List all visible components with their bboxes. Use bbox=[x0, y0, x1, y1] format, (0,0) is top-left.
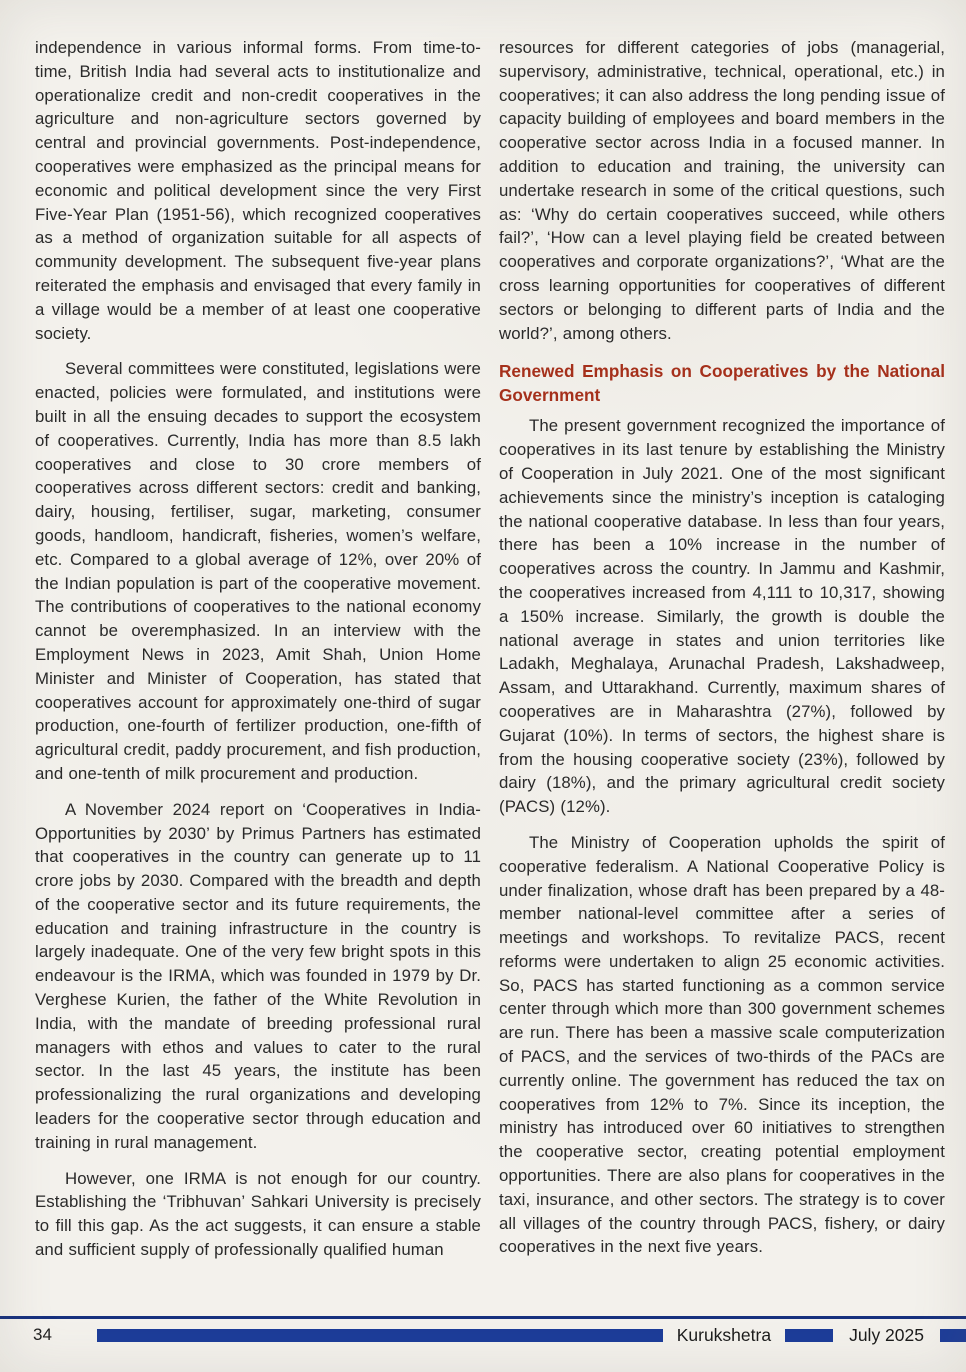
footer-bar-middle bbox=[785, 1329, 833, 1342]
footer bbox=[0, 1324, 966, 1346]
footer-rule bbox=[0, 1316, 966, 1319]
left-column bbox=[35, 36, 481, 1274]
article-body bbox=[35, 36, 945, 1274]
issue-date: July 2025 bbox=[849, 1324, 924, 1345]
body-paragraph: A November 2024 report on ‘Cooperatives in India-Opportunities by 2030’ by Primus Partners has estimated that cooperatives in the country can generate up to 11 crore jobs by 2030. Compared with the breadth and depth of the cooperative sector and its future requirements, the education and training infrastructure in the country is largely inadequate. One of the very few bright spots in this endeavour is the IRMA, which was founded in 1979 by Dr. Verghese Kurien, the father of the White Revolution in India, with the mandate of breeding professional rural managers with ethos and values to cater to the rural sector. In the last 45 years, the institute has been professionalizing the rural organizations and developing leaders for the cooperative sector through education and training in rural management. bbox=[35, 799, 481, 1152]
body-paragraph: The Ministry of Cooperation upholds the spirit of cooperative federalism. A National Cooperative Policy is under finalization, whose draft has been prepared by a 48-member national-level committee after a series of meetings and workshops. To revitalize PACS, recent reforms were undertaken to align 25 economic activities. So, PACS has started functioning as a common service center through which more than 300 government schemes are run. There has been a massive scale computerization of PACS, and the services of two-thirds of the PACs are currently online. The government has reduced the tax on cooperatives from 12% to 7%. Since its inception, the ministry has introduced over 60 initiatives to strengthen the cooperative sector, creating potential employment opportunities. There are also plans for cooperatives in the taxi, insurance, and other sectors. The strategy is to cover all villages of the country through PACS, fishery, or dairy cooperatives in the next five years. bbox=[499, 832, 945, 1257]
body-paragraph: The present government recognized the importance of cooperatives in its last tenure by establishing the Ministry of Cooperation in July 2021. One of the most significant achievements since the ministry’s inception is cataloging the national cooperative database. In less than four years, there has been a 10% increase in the number of cooperatives across the country. In Jammu and Kashmir, the cooperatives increased from 4,111 to 10,317, showing a 150% increase. Similarly, the growth is double the national average in states and union territories like Ladakh, Meghalaya, Arunachal Pradesh, Lakshadweep, Assam, and Uttarakhand. Currently, maximum shares of cooperatives are in Maharashtra (27%), followed by Gujarat (10%). In terms of sectors, the highest share is from the housing cooperative society (23%), followed by dairy (18%), and the primary agricultural credit society (PACS) (12%). bbox=[499, 416, 945, 817]
magazine-title: Kurukshetra bbox=[676, 1324, 772, 1345]
right-column bbox=[499, 36, 945, 1274]
section-heading: Renewed Emphasis on Cooperatives by the National Government bbox=[499, 361, 945, 406]
page-number: 34 bbox=[33, 1325, 52, 1344]
footer-bar-left bbox=[97, 1329, 663, 1342]
body-paragraph: Several committees were constituted, legislations were enacted, policies were formulated, and institutions were built in all the ensuing decades to support the ecosystem of cooperatives. Currently, India has more than 8.5 lakh cooperatives and close to 30 crore members of cooperatives across different sectors: credit and banking, dairy, housing, fertiliser, sugar, marketing, consumer goods, handloom, handicraft, fisheries, women’s welfare, etc. Compared to a global average of 12%, over 20% of the Indian population is part of the cooperative movement. The contributions of cooperatives to the national economy cannot be overemphasized. In an interview with the Employment News in 2023, Amit Shah, Union Home Minister and Minister of Cooperation, has stated that cooperatives account for approximately one-third of sugar production, one-fourth of fertilizer production, one-fifth of agricultural credit, paddy procurement, and fish production, and one-tenth of milk procurement and production. bbox=[35, 359, 481, 783]
body-paragraph: resources for different categories of jobs (managerial, supervisory, administrative, technical, operational, etc.) in cooperatives; it can also address the long pending issue of capacity building of employees and board members in the cooperative sector across India in a focused manner. In addition to education and training, the university can undertake research in some of the critical questions, such as: ‘Why do certain cooperatives succeed, while others fail?’, ‘How can a level playing field be created between cooperatives and corporate organizations?’, ‘What are the cross learning opportunities for cooperatives of different sectors or belonging to different parts of India and the world?’, among others. bbox=[499, 38, 945, 343]
body-paragraph: independence in various informal forms. From time-to-time, British India had several acts to institutionalize and operationalize credit and non-credit cooperatives in the agriculture and non-agriculture sectors governed by central and provincial governments. Post-independence, cooperatives were emphasized as the principal means for economic and political development since the very First Five-Year Plan (1951-56), which recognized cooperatives as a method of organization suitable for all aspects of community development. The subsequent five-year plans reiterated the emphasis and envisaged that every family in a village would be a member of at least one cooperative society. bbox=[35, 38, 481, 343]
footer-bar-right bbox=[940, 1329, 966, 1342]
body-paragraph: However, one IRMA is not enough for our country. Establishing the ‘Tribhuvan’ Sahkari University is precisely to fill this gap. As the act suggests, it can ensure a stable and sufficient supply of professionally qualified human bbox=[35, 1168, 481, 1260]
